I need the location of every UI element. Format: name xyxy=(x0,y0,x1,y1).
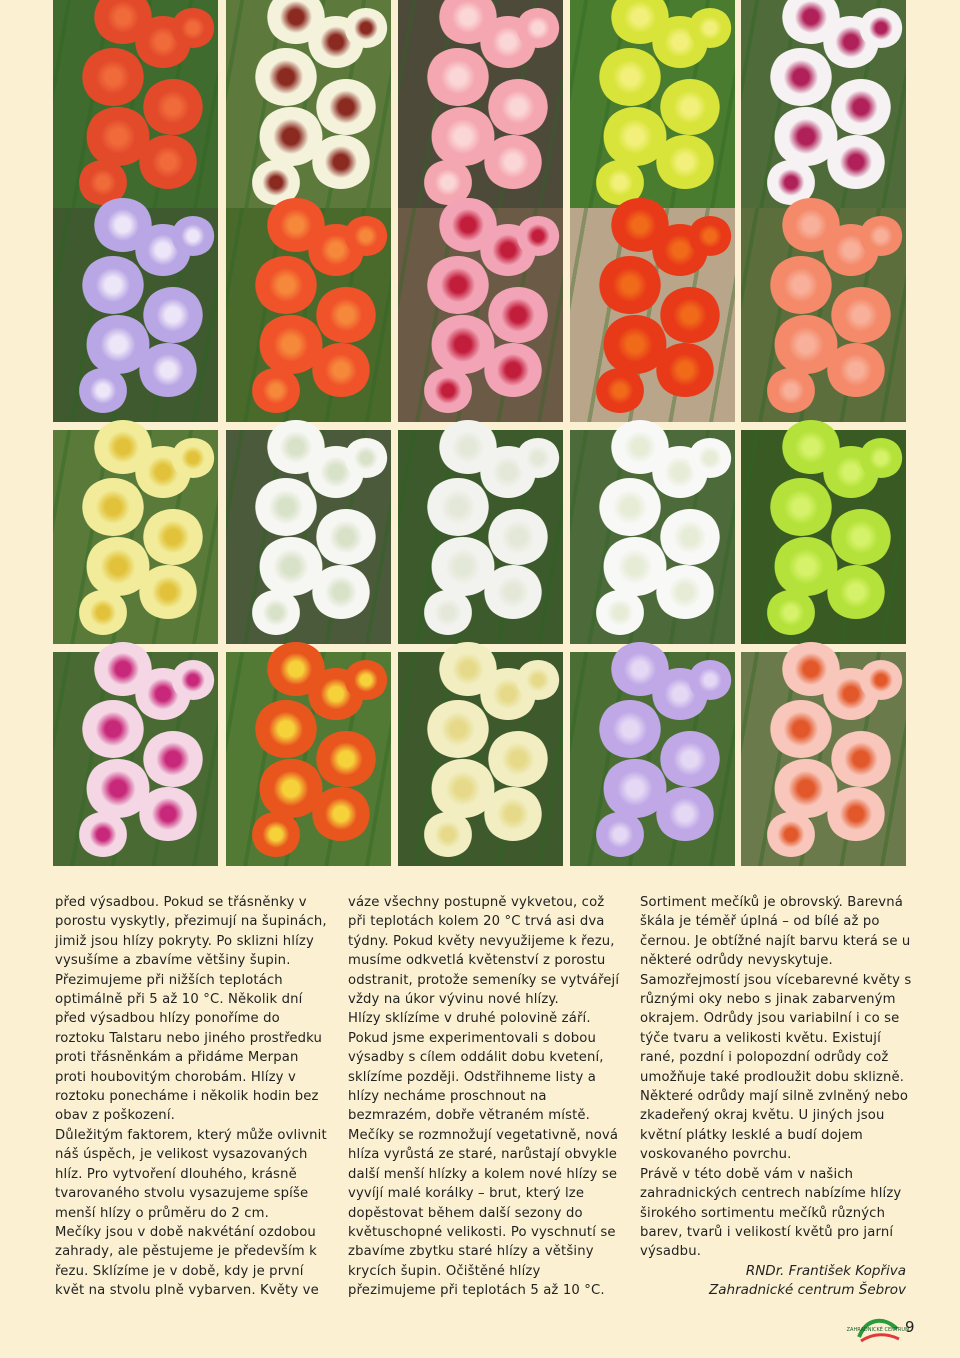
photo-gladiolus-red xyxy=(53,0,218,214)
company-name: Zahradnické centrum Šebrov xyxy=(709,1282,906,1298)
paragraph: Právě v této době vám v našich zahradnických centrech nabízíme hlízy širokého sortimentu mečíků různých barev, tvarů i velikostí květů pro jarní výsadbu. xyxy=(640,1166,902,1260)
photo-gladiolus-lilac xyxy=(53,208,218,422)
photo-gladiolus-white-magenta xyxy=(741,0,906,214)
author-name: RNDr. František Kopřiva xyxy=(745,1263,906,1279)
logo-text: ZAHRADNICKÉ CENTRUM xyxy=(846,1327,910,1333)
photo-gladiolus-scarlet xyxy=(570,208,735,422)
photo-gladiolus-cream xyxy=(398,652,563,866)
photo-gladiolus-yellow xyxy=(570,0,735,214)
paragraph: Mečíky se rozmnožují vegetativně, nová hlíza vyrůstá ze staré, narůstají obvykle další menší hlízky a kolem nové hlízy se vyvíjí malé korálky – brut, který lze dopěstovat během další sezony do květuschopné velikosti. Po vyschnutí se zbavíme zbytku staré hlízy a většiny krycích šupin. Očištěné hlízy přezimujeme při teplotách 5 až 10 °C. xyxy=(348,1127,619,1299)
text-column-2 xyxy=(348,893,620,1301)
photo-gladiolus-white xyxy=(398,430,563,644)
photo-gladiolus-pink-edged xyxy=(53,652,218,866)
photo-gladiolus-cream-red-eye xyxy=(226,0,391,214)
photo-gladiolus-red-yellow xyxy=(226,652,391,866)
text-column-3 xyxy=(640,893,912,1262)
photo-gladiolus-peach xyxy=(741,652,906,866)
signature xyxy=(640,1262,906,1300)
photo-gladiolus-white-ruffled xyxy=(226,430,391,644)
paragraph: váze všechny postupně vykvetou, což při teplotách kolem 20 °C trvá asi dva týdny. Pokud květy nevyužijeme k řezu, musíme odkvetlá květenství z porostu odstranit, protože semeníky se vytvářejí vždy na úkor vývinu nové hlízy. xyxy=(348,895,620,1008)
photo-gladiolus-pink xyxy=(398,0,563,214)
paragraph: Sortiment mečíků je obrovský. Barevná škála je téměř úplná – od bílé až po černou. Je obtížné najít barvu která se u některé odrůdy nevyskytuje. Samozřejmostí jsou vícebarevné květy s různými oky nebo s jinak zabarveným okrajem. Odrůdy jsou variabilní i co se týče tvaru a velikosti květu. Existují rané, pozdní i polopozdní odrůdy což umožňuje také prodloužit dobu sklizně. Některé odrůdy mají silně zvlněný nebo zkadeřený okraj květu. U jiných jsou květní plátky lesklé a budí dojem voskovaného povrchu. xyxy=(640,895,912,1163)
company-logo xyxy=(846,1315,910,1345)
photo-gladiolus-green xyxy=(741,430,906,644)
paragraph: Důležitým faktorem, který může ovlivnit náš úspěch, je velikost vysazovaných hlíz. Pro vytvoření dlouhého, krásně tvarovaného stvolu vysazujeme spíše menší hlízy o průměru do 2 cm. xyxy=(55,1127,327,1221)
paragraph: Hlízy sklízíme v druhé polovině září. Pokud jsme experimentovali s dobou výsadby s cílem oddálit dobu kvetení, sklízíme později. Odstřihneme listy a hlízy necháme proschnout na bezmrazém, dobře větraném místě. xyxy=(348,1011,604,1124)
text-column-1 xyxy=(55,893,327,1301)
paragraph: před výsadbou. Pokud se třásněnky v porostu vyskytly, přezimují na šupinách, jimiž jsou hlízy pokryty. Po sklizni hlízy vysušíme a zbavíme většiny šupin. Přezimujeme při nižších teplotách optimálně při 5 až 10 °C. Několik dní před výsadbou hlízy ponoříme do roztoku Talstaru nebo jiného prostředku proti třásněnkám a přidáme Merpan proti houbovitým chorobám. Hlízy v roztoku ponecháme i několik hodin bez obav z poškození. xyxy=(55,895,327,1124)
photo-gladiolus-pink-red-eye xyxy=(398,208,563,422)
photo-gladiolus-pale-yellow xyxy=(53,430,218,644)
photo-gladiolus-white-many xyxy=(570,430,735,644)
photo-gladiolus-orange xyxy=(226,208,391,422)
paragraph: Mečíky jsou v době nakvétání ozdobou zahrady, ale pěstujeme je především k řezu. Sklízíme je v době, kdy je první květ na stvolu plně vybarven. Květy ve xyxy=(55,1224,319,1299)
page-number: 9 xyxy=(905,1318,915,1336)
photo-gladiolus-salmon xyxy=(741,208,906,422)
photo-grid xyxy=(53,0,906,866)
photo-gladiolus-lavender xyxy=(570,652,735,866)
